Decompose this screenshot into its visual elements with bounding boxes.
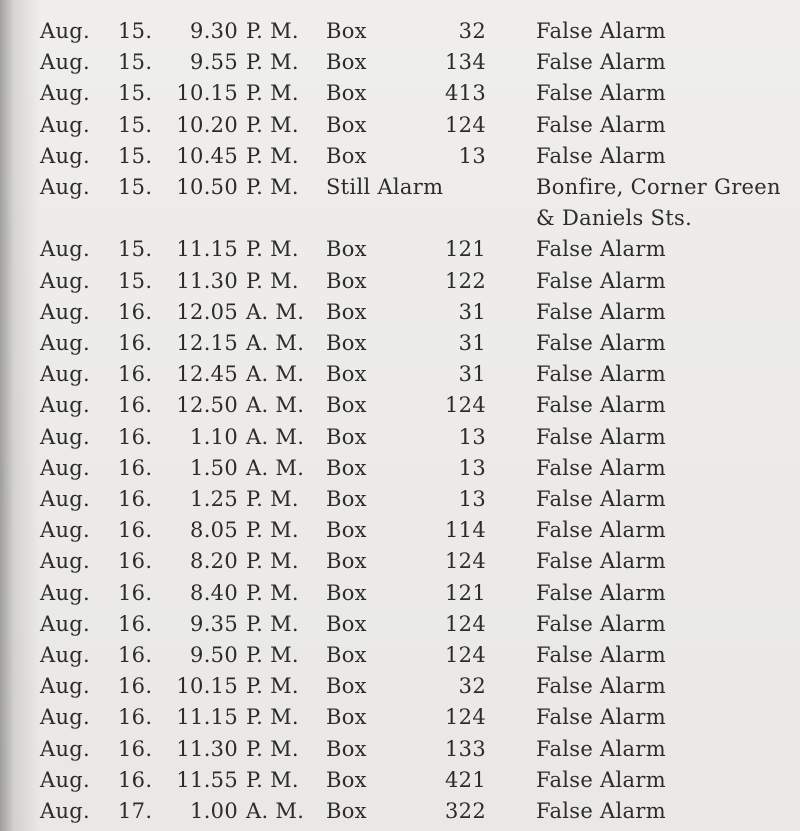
alarm-log-row [18,609,781,640]
result-cell: False Alarm [536,362,666,387]
box-number-cell: 322 [445,799,486,824]
day-cell: 16. [118,549,153,574]
time-cell: 9.50 [190,643,238,668]
time-cell: 12.50 [176,393,238,418]
result-cell: False Alarm [536,799,666,824]
month-cell: Aug. [39,767,90,792]
alarm-log-row [18,484,781,515]
alarm-type-cell: Box [326,112,367,137]
time-cell: 12.05 [176,299,238,324]
time-cell: 10.15 [176,81,238,106]
alarm-type-cell: Box [326,705,367,730]
day-cell: 16. [118,455,153,480]
result-line-1: Bonfire, Corner Green [536,175,781,200]
alarm-type-cell: Box [326,799,367,824]
day-cell: 15. [118,143,153,168]
alarm-type-cell: Box [326,580,367,605]
box-number-cell: 421 [445,767,486,792]
day-cell: 16. [118,580,153,605]
result-cell: False Alarm [536,424,666,449]
ampm-cell: P. M. [246,81,299,106]
day-cell: 16. [118,487,153,512]
result-cell: False Alarm [536,705,666,730]
ampm-cell: P. M. [246,143,299,168]
day-cell: 16. [118,767,153,792]
month-cell: Aug. [39,487,90,512]
month-cell: Aug. [39,799,90,824]
ampm-cell: P. M. [246,268,299,293]
ampm-cell: P. M. [246,549,299,574]
ampm-cell: P. M. [246,736,299,761]
alarm-type-cell: Box [326,643,367,668]
box-number-cell: 133 [445,736,486,761]
result-cell [536,172,781,234]
time-cell: 1.10 [190,424,238,449]
alarm-type-cell: Box [326,331,367,356]
alarm-log-row [18,297,781,328]
box-number-cell: 13 [458,143,486,168]
result-cell: False Alarm [536,331,666,356]
month-cell: Aug. [39,268,90,293]
alarm-type-cell: Box [326,393,367,418]
box-number-cell: 32 [458,19,486,43]
alarm-type-cell: Still Alarm [326,175,444,200]
day-cell: 16. [118,736,153,761]
day-cell: 15. [118,50,153,75]
time-cell: 11.30 [176,268,238,293]
time-cell: 10.45 [176,143,238,168]
month-cell: Aug. [39,299,90,324]
time-cell: 11.15 [176,237,238,262]
ampm-cell: P. M. [246,580,299,605]
month-cell: Aug. [39,393,90,418]
alarm-type-cell: Box [326,362,367,387]
alarm-type-cell: Box [326,455,367,480]
box-number-cell: 114 [445,518,486,543]
month-cell: Aug. [39,580,90,605]
alarm-log-row [18,266,781,297]
ampm-cell: A. M. [246,424,305,449]
box-number-cell: 13 [458,424,486,449]
time-cell: 10.15 [176,674,238,699]
result-cell: False Alarm [536,455,666,480]
box-number-cell: 124 [445,549,486,574]
alarm-log-row [18,141,781,172]
result-cell: False Alarm [536,393,666,418]
ampm-cell: A. M. [246,299,305,324]
time-cell: 10.20 [176,112,238,137]
day-cell: 15. [118,81,153,106]
alarm-type-cell: Box [326,19,367,43]
alarm-type-cell: Box [326,487,367,512]
box-number-cell: 122 [445,268,486,293]
box-number-cell: 32 [458,674,486,699]
result-line-2: & Daniels Sts. [536,206,693,231]
day-cell: 16. [118,299,153,324]
day-cell: 16. [118,393,153,418]
ampm-cell: P. M. [246,518,299,543]
box-number-cell: 13 [458,487,486,512]
alarm-log-row [18,796,781,827]
result-cell: False Alarm [536,299,666,324]
month-cell: Aug. [39,81,90,106]
month-cell: Aug. [39,237,90,262]
result-cell: False Alarm [536,50,666,75]
box-number-cell: 121 [445,237,486,262]
result-cell: False Alarm [536,112,666,137]
result-cell: False Alarm [536,674,666,699]
day-cell: 15. [118,268,153,293]
ampm-cell: P. M. [246,175,299,200]
ampm-cell: P. M. [246,487,299,512]
day-cell: 16. [118,518,153,543]
time-cell: 9.30 [190,19,238,43]
day-cell: 16. [118,331,153,356]
result-cell: False Alarm [536,143,666,168]
month-cell: Aug. [39,549,90,574]
month-cell: Aug. [39,518,90,543]
month-cell: Aug. [39,362,90,387]
alarm-log-row [18,390,781,421]
box-number-cell: 121 [445,580,486,605]
time-cell: 9.55 [190,50,238,75]
alarm-log-row [18,359,781,390]
alarm-log-row [18,422,781,453]
ampm-cell: P. M. [246,674,299,699]
alarm-log-row [18,546,781,577]
result-cell: False Alarm [536,237,666,262]
alarm-type-cell: Box [326,767,367,792]
alarm-log-row [18,702,781,733]
day-cell: 15. [118,175,153,200]
ampm-cell: P. M. [246,643,299,668]
ampm-cell: P. M. [246,112,299,137]
result-cell: False Alarm [536,736,666,761]
ampm-cell: A. M. [246,799,305,824]
time-cell: 8.20 [190,549,238,574]
month-cell: Aug. [39,175,90,200]
month-cell: Aug. [39,19,90,43]
alarm-log-row [18,172,781,234]
box-number-cell: 124 [445,643,486,668]
box-number-cell: 124 [445,112,486,137]
result-cell: False Alarm [536,643,666,668]
box-number-cell: 13 [458,455,486,480]
alarm-type-cell: Box [326,268,367,293]
time-cell: 11.15 [176,705,238,730]
result-cell: False Alarm [536,611,666,636]
ampm-cell: P. M. [246,50,299,75]
alarm-log-row [18,515,781,546]
result-cell: False Alarm [536,487,666,512]
time-cell: 8.40 [190,580,238,605]
ampm-cell: A. M. [246,331,305,356]
time-cell: 1.25 [190,487,238,512]
alarm-log-row [18,110,781,141]
ampm-cell: P. M. [246,237,299,262]
result-cell: False Alarm [536,19,666,43]
alarm-log-row [18,47,781,78]
time-cell: 1.00 [190,799,238,824]
day-cell: 17. [118,799,153,824]
alarm-log-row [18,578,781,609]
month-cell: Aug. [39,50,90,75]
alarm-log-body [18,16,781,827]
result-cell: False Alarm [536,81,666,106]
ampm-cell: A. M. [246,455,305,480]
month-cell: Aug. [39,643,90,668]
box-number-cell: 124 [445,611,486,636]
ampm-cell: P. M. [246,767,299,792]
day-cell: 16. [118,705,153,730]
time-cell: 8.05 [190,518,238,543]
time-cell: 12.45 [176,362,238,387]
result-cell: False Alarm [536,268,666,293]
month-cell: Aug. [39,112,90,137]
day-cell: 16. [118,611,153,636]
ampm-cell: A. M. [246,362,305,387]
alarm-type-cell: Box [326,674,367,699]
day-cell: 16. [118,362,153,387]
alarm-log-row [18,671,781,702]
box-number-cell: 124 [445,393,486,418]
alarm-log-row [18,78,781,109]
month-cell: Aug. [39,331,90,356]
box-number-cell: 413 [445,81,486,106]
box-number-cell: 31 [458,299,486,324]
month-cell: Aug. [39,143,90,168]
time-cell: 11.55 [176,767,238,792]
alarm-type-cell: Box [326,736,367,761]
day-cell: 16. [118,424,153,449]
alarm-log-row [18,765,781,796]
alarm-log-row [18,640,781,671]
alarm-type-cell: Box [326,81,367,106]
month-cell: Aug. [39,611,90,636]
ampm-cell: A. M. [246,393,305,418]
month-cell: Aug. [39,455,90,480]
alarm-type-cell: Box [326,50,367,75]
day-cell: 15. [118,112,153,137]
result-cell: False Alarm [536,549,666,574]
box-number-cell: 124 [445,705,486,730]
alarm-type-cell: Box [326,424,367,449]
day-cell: 15. [118,237,153,262]
month-cell: Aug. [39,674,90,699]
alarm-log-row [18,328,781,359]
time-cell: 9.35 [190,611,238,636]
box-number-cell: 31 [458,331,486,356]
day-cell: 16. [118,643,153,668]
result-cell: False Alarm [536,518,666,543]
alarm-type-cell: Box [326,518,367,543]
ampm-cell: P. M. [246,19,299,43]
time-cell: 10.50 [176,175,238,200]
alarm-type-cell: Box [326,299,367,324]
day-cell: 16. [118,674,153,699]
month-cell: Aug. [39,736,90,761]
alarm-log-row [18,453,781,484]
time-cell: 12.15 [176,331,238,356]
alarm-type-cell: Box [326,611,367,636]
alarm-type-cell: Box [326,237,367,262]
month-cell: Aug. [39,705,90,730]
alarm-log-row [18,734,781,765]
alarm-log-row [18,16,781,47]
time-cell: 1.50 [190,455,238,480]
box-number-cell: 134 [445,50,486,75]
alarm-log-table [18,16,781,827]
ampm-cell: P. M. [246,611,299,636]
alarm-log-row [18,234,781,265]
ampm-cell: P. M. [246,705,299,730]
day-cell: 15. [118,19,153,43]
alarm-type-cell: Box [326,143,367,168]
result-cell: False Alarm [536,767,666,792]
box-number-cell: 31 [458,362,486,387]
month-cell: Aug. [39,424,90,449]
result-cell: False Alarm [536,580,666,605]
time-cell: 11.30 [176,736,238,761]
alarm-type-cell: Box [326,549,367,574]
